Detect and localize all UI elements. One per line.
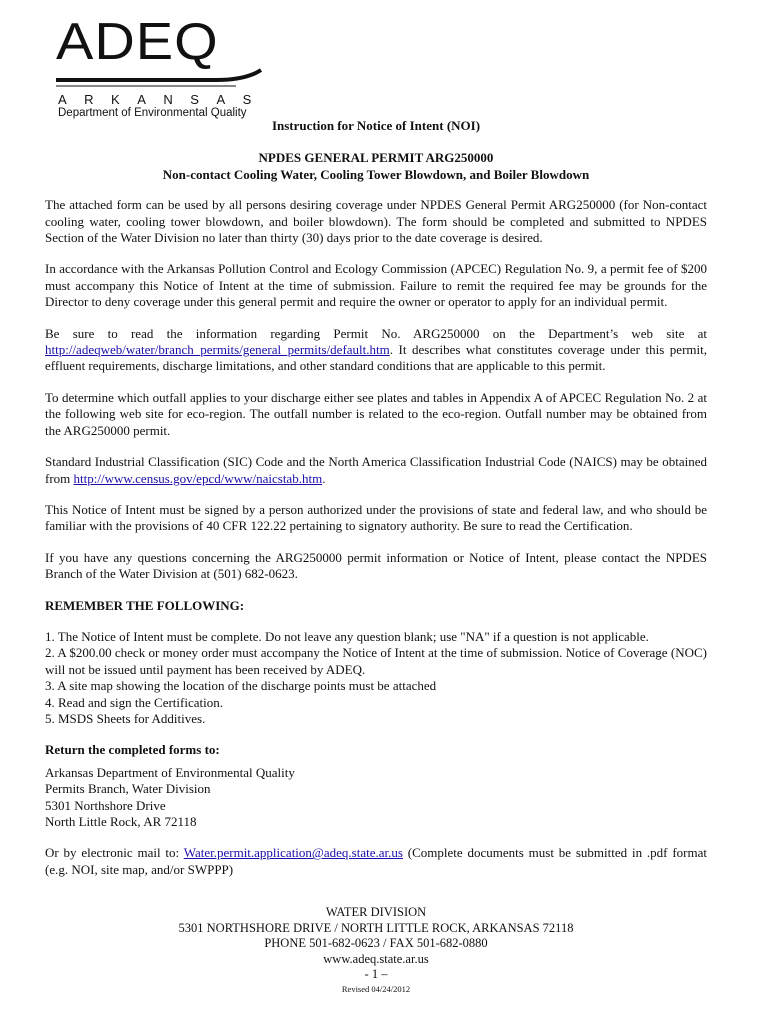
sic-paragraph (45, 454, 707, 487)
address-line: Arkansas Department of Environmental Quality (45, 764, 295, 780)
logo-wordmark: ADEQ (56, 12, 219, 71)
intro-paragraph: The attached form can be used by all persons desiring coverage under NPDES General Permit ARG250000 (for Non-contact cooling water, cooling tower blowdown, and boiler blowdown). The form should be completed and submitted to NPDES Section of the Water Division no later than thirty (30) days prior to the date coverage is desired. (45, 197, 707, 246)
permit-subheading: Non-contact Cooling Water, Cooling Tower Blowdown, and Boiler Blowdown (162, 166, 590, 182)
list-item: 5. MSDS Sheets for Additives. (45, 710, 206, 726)
address-line: 5301 Northshore Drive (45, 797, 166, 813)
list-item: 4. Read and sign the Certification. (45, 694, 223, 710)
permit-heading: NPDES GENERAL PERMIT ARG250000 (258, 150, 494, 166)
logo-department: Department of Environmental Quality (58, 107, 247, 119)
sic-text-after: . (322, 470, 326, 486)
website-paragraph (45, 326, 707, 375)
page-footer (45, 905, 707, 995)
adeq-logo (56, 12, 276, 119)
remember-heading: REMEMBER THE FOLLOWING: (45, 597, 245, 613)
footer-phone: PHONE 501-682-0623 / FAX 501-682-0880 (264, 936, 488, 951)
email-text-after: (Complete documents must be submitted in .pdf format (e.g. NOI, site map, and/or SWPPP) (45, 845, 707, 877)
permit-web-link[interactable]: http://adeqweb/water/branch_permits/general_permits/default.htm (45, 342, 390, 358)
page-title: Instruction for Notice of Intent (NOI) (271, 118, 481, 133)
return-heading: Return the completed forms to: (45, 742, 220, 758)
list-item: 2. A $200.00 check or money order must accompany the Notice of Intent at the time of submission. Notice of Coverage (NOC) will not be issued until payment has been received by ADEQ. (45, 645, 707, 677)
sic-text-before: Standard Industrial Classification (SIC) Code and the North America Classification Industrial Code (NAICS) may be obtained from (45, 454, 707, 486)
email-text-before: Or by electronic mail to: (45, 845, 184, 861)
outfall-paragraph: To determine which outfall applies to your discharge either see plates and tables in Appendix A of APCEC Regulation No. 2 at the following web site for eco-region. The outfall number is related to the eco-region. Outfall number may be obtained from the ARG250000 permit. (45, 389, 707, 438)
website-text-before: Be sure to read the information regarding Permit No. ARG250000 on the Department’s web site at (45, 325, 707, 341)
logo-swoosh-icon (56, 66, 266, 88)
fee-paragraph: In accordance with the Arkansas Pollution Control and Ecology Commission (APCEC) Regulation No. 9, a permit fee of $200 must accompany this Notice of Intent at the time of submission. Failure to remit the required fee may be grounds for the Director to deny coverage under this general permit and require the owner or operator to apply for an individual permit. (45, 261, 707, 310)
signature-paragraph: This Notice of Intent must be signed by a person authorized under the provisions of state and federal law, and who should be familiar with the provisions of 40 CFR 122.22 pertaining to signatory authority. Be sure to read the Certification. (45, 501, 707, 534)
contact-paragraph: If you have any questions concerning the ARG250000 permit information or Notice of Intent, please contact the NPDES Branch of the Water Division at (501) 682-0623. (45, 549, 707, 582)
logo-state: ARKANSAS (58, 92, 269, 107)
footer-website: www.adeq.state.ar.us (323, 951, 429, 966)
website-text-after: . It describes what constitutes coverage under this permit, effluent requirements, discharge limitations, and other standard conditions that are applicable to this permit. (45, 342, 707, 374)
page-number: - 1 – (364, 967, 388, 982)
footer-division: WATER DIVISION (325, 905, 427, 919)
email-paragraph (45, 845, 707, 878)
document-body (45, 118, 707, 878)
mailing-address (45, 765, 707, 831)
revised-date: Revised 04/24/2012 (341, 983, 411, 994)
list-item: 3. A site map showing the location of the discharge points must be attached (45, 678, 437, 694)
address-line: North Little Rock, AR 72118 (45, 814, 197, 829)
email-link[interactable]: Water.permit.application@adeq.state.ar.us (183, 845, 403, 861)
census-link[interactable]: http://www.census.gov/epcd/www/naicstab.htm (73, 470, 323, 486)
address-line: Permits Branch, Water Division (45, 781, 211, 797)
footer-address: 5301 NORTHSHORE DRIVE / NORTH LITTLE ROCK, ARKANSAS 72118 (178, 920, 574, 935)
list-item: 1. The Notice of Intent must be complete. Do not leave any question blank; use "NA" if a question is not applicable. (45, 628, 649, 644)
remember-list (45, 629, 707, 727)
